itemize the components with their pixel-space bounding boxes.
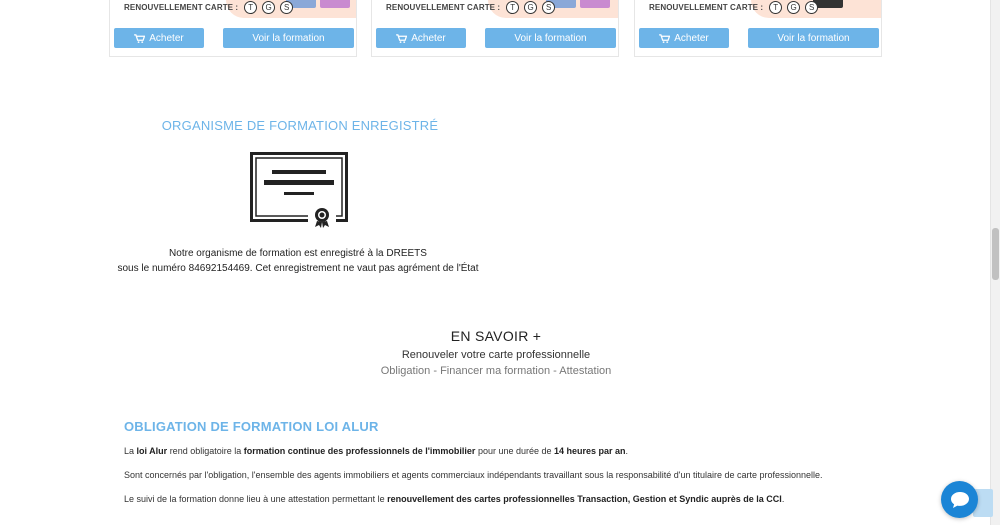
view-training-button[interactable]: Voir la formation [485, 28, 616, 48]
renewal-label: RENOUVELLEMENT CARTE : [649, 3, 764, 12]
buy-button-label: Acheter [149, 32, 184, 44]
loi-alur-text: loi Alur [136, 446, 168, 456]
view-training-button[interactable]: Voir la formation [748, 28, 879, 48]
scrollbar-thumb[interactable] [992, 228, 999, 280]
cart-icon [396, 34, 407, 43]
buy-button[interactable] [114, 28, 204, 48]
obligation-paragraph-1: La loi Alur rend obligatoire la formation continue des professionnels de l'immobilier pour une durée de 14 heures par an. [124, 446, 629, 456]
buy-button[interactable] [639, 28, 729, 48]
certificate-icon [250, 152, 348, 228]
chat-button[interactable] [941, 481, 978, 518]
obligation-paragraph-2: Sont concernés par l'obligation, l'ensemble des agents immobiliers et agents commerciaux indépendants travaillant sous la responsabilité d'un titulaire de carte professionnelle. [124, 470, 823, 480]
buy-button-label: Acheter [411, 32, 446, 44]
obligation-title: OBLIGATION DE FORMATION LOI ALUR [124, 419, 379, 434]
link-attestation[interactable]: Attestation [559, 365, 612, 377]
renew-card-link[interactable]: Renouveler votre carte professionnelle [401, 349, 591, 361]
info-links [300, 365, 692, 377]
buy-button-label: Acheter [674, 32, 709, 44]
link-separator: - [430, 365, 441, 377]
renewal-label: RENOUVELLEMENT CARTE : [124, 3, 239, 12]
organism-title: ORGANISME DE FORMATION ENREGISTRÉ [161, 118, 439, 133]
renewal-line [386, 0, 558, 15]
badge-transaction: T [244, 1, 257, 14]
product-card-3 [634, 0, 882, 57]
badge-gestion: G [787, 1, 800, 14]
organism-line-2: sous le numéro 84692154469. Cet enregistrement ne vaut pas agrément de l'État [117, 263, 479, 274]
obligation-paragraph-3: Le suivi de la formation donne lieu à une attestation permettant le renouvellement des cartes professionnelles Transaction, Gestion et Syndic auprès de la CCI. [124, 494, 785, 504]
badge-syndic: S [805, 1, 818, 14]
badge-gestion: G [524, 1, 537, 14]
link-obligation[interactable]: Obligation [380, 365, 431, 377]
badge-transaction: T [769, 1, 782, 14]
page-scrollbar[interactable] [990, 0, 1000, 525]
link-separator: - [550, 365, 560, 377]
product-card-1 [109, 0, 357, 57]
organism-line-1: Notre organisme de formation est enregistré à la DREETS [169, 248, 427, 259]
badge-gestion: G [262, 1, 275, 14]
chat-icon [950, 491, 970, 509]
renewal-label: RENOUVELLEMENT CARTE : [386, 3, 501, 12]
badge-transaction: T [506, 1, 519, 14]
buy-button[interactable] [376, 28, 466, 48]
renewal-line [124, 0, 296, 15]
badge-syndic: S [542, 1, 555, 14]
renewal-line [649, 0, 821, 15]
badge-syndic: S [280, 1, 293, 14]
en-savoir-title: EN SAVOIR + [450, 328, 542, 344]
product-card-2 [371, 0, 619, 57]
organism-description [100, 246, 496, 276]
cart-icon [659, 34, 670, 43]
link-financing[interactable]: Financer ma formation [440, 365, 551, 377]
cart-icon [134, 34, 145, 43]
view-training-button[interactable]: Voir la formation [223, 28, 354, 48]
